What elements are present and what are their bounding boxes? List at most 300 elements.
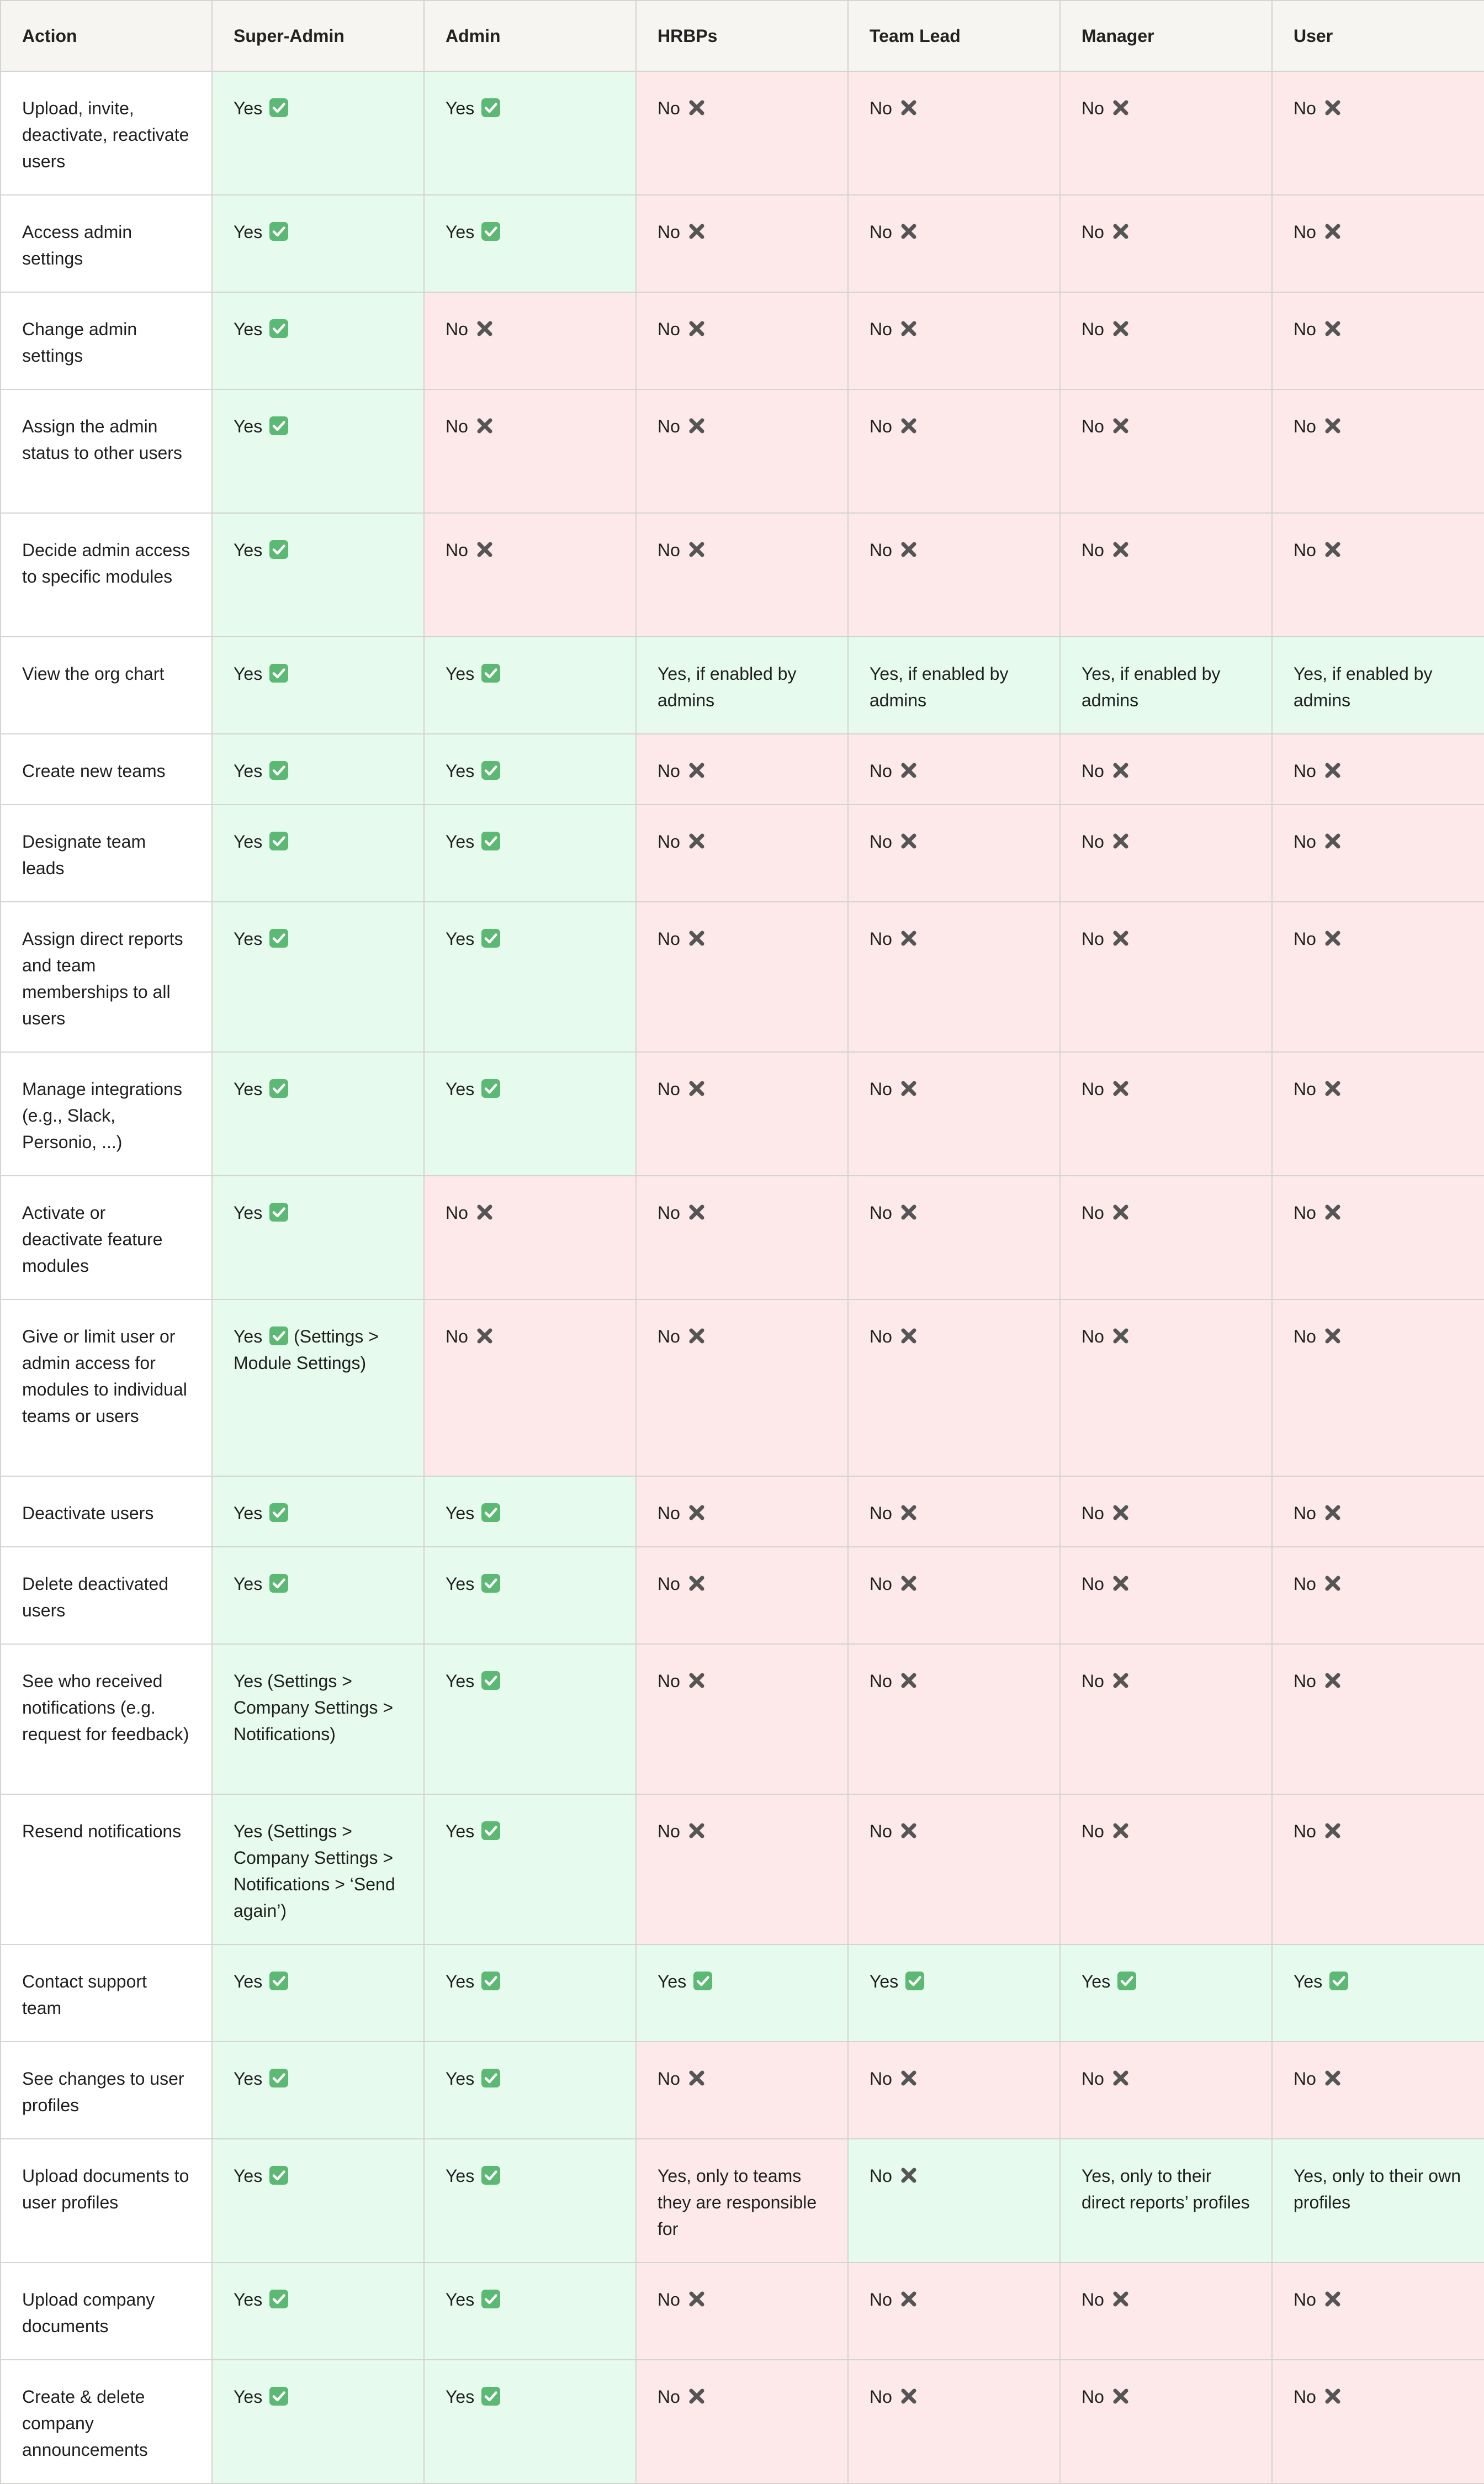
cross-mark-icon [687,221,707,241]
permission-text: No [658,1326,680,1346]
permission-cell-super-admin [212,734,424,805]
permission-text: No [870,2387,892,2407]
permission-text: No [1294,1079,1316,1099]
permission-text: Yes [234,319,263,339]
cross-mark-icon [899,760,919,780]
check-mark-icon [481,663,501,683]
permission-cell-admin [424,1476,636,1547]
permission-text: Yes [234,2290,263,2309]
check-mark-icon [481,1503,501,1523]
permission-text: No [658,1079,680,1099]
permission-cell-manager [1060,2042,1272,2139]
action-cell: Give or limit user or admin access for modules to individual teams or users [1,1299,212,1476]
permission-cell-admin [424,389,636,513]
table-row [1,2263,1484,2360]
permission-text: No [1082,319,1104,339]
action-cell: Create new teams [1,734,212,805]
permission-cell-super-admin [212,2042,424,2139]
permission-text: Yes [446,832,475,852]
cross-mark-icon [899,928,919,948]
permission-cell-user [1272,1794,1484,1944]
check-mark-icon [481,1079,501,1098]
permission-cell-super-admin [212,1794,424,1944]
permission-cell-admin [424,2360,636,2483]
permission-text: Yes, if enabled by admins [1082,664,1221,710]
cross-mark-icon [687,831,707,851]
permission-cell-user [1272,2263,1484,2360]
check-mark-icon [269,1326,289,1346]
permission-cell-admin [424,1944,636,2042]
permission-text: No [1294,2069,1316,2089]
permission-text: No [658,929,680,949]
permission-cell-hrbps [636,71,848,195]
permission-text: No [870,98,892,118]
cross-mark-icon [475,1202,495,1222]
action-cell: Upload documents to user profiles [1,2139,212,2263]
permission-cell-manager [1060,1547,1272,1644]
cross-mark-icon [1323,760,1343,780]
cross-mark-icon [1323,540,1343,559]
permission-text: No [870,416,892,436]
table-row [1,1052,1484,1176]
action-cell: See changes to user profiles [1,2042,212,2139]
permission-cell-hrbps [636,389,848,513]
permission-text: Yes [446,1503,475,1523]
action-cell: Designate team leads [1,805,212,902]
permission-cell-team-lead [848,1052,1060,1176]
permission-cell-manager [1060,805,1272,902]
table-body [1,71,1484,2483]
permission-text: No [658,761,680,781]
check-mark-icon [481,2289,501,2309]
permission-text: No [870,2069,892,2089]
cross-mark-icon [899,831,919,851]
table-row [1,734,1484,805]
permission-cell-admin [424,2042,636,2139]
permission-cell-hrbps [636,2139,848,2263]
cross-mark-icon [899,2068,919,2088]
permission-text: No [1294,540,1316,560]
permission-text: No [658,416,680,436]
permission-cell-manager [1060,2139,1272,2263]
check-mark-icon [481,1573,501,1593]
permission-cell-manager [1060,734,1272,805]
permission-text: Yes [234,2166,263,2186]
table-row [1,1299,1484,1476]
table-row [1,2360,1484,2483]
table-row [1,902,1484,1052]
cross-mark-icon [1323,1503,1343,1523]
permission-text: No [870,1671,892,1691]
permission-cell-hrbps [636,1476,848,1547]
check-mark-icon [269,1079,289,1098]
permission-cell-admin [424,1176,636,1299]
permission-text: No [1082,929,1104,949]
permission-text: No [1294,1574,1316,1594]
permission-text: No [446,540,468,560]
permission-text: No [446,319,468,339]
permission-text: No [1082,2069,1104,2089]
cross-mark-icon [1323,2068,1343,2088]
cross-mark-icon [1323,1079,1343,1098]
cross-mark-icon [899,1821,919,1841]
permission-text: Yes (Settings > Company Settings > Notifications > ‘Send again’) [234,1821,395,1921]
permission-cell-super-admin [212,1052,424,1176]
action-cell: Access admin settings [1,195,212,292]
permission-cell-super-admin [212,637,424,734]
permission-cell-hrbps [636,292,848,389]
header-row [1,1,1484,71]
permission-cell-admin [424,2139,636,2263]
table-row [1,637,1484,734]
check-mark-icon [269,928,289,948]
permission-text: No [658,1821,680,1841]
permission-cell-team-lead [848,902,1060,1052]
permission-cell-team-lead [848,292,1060,389]
permission-cell-hrbps [636,637,848,734]
permission-text: No [446,416,468,436]
cross-mark-icon [687,1503,707,1523]
permission-text: Yes [234,1326,263,1346]
permission-text: Yes [234,540,263,560]
permission-cell-hrbps [636,734,848,805]
cross-mark-icon [687,760,707,780]
check-mark-icon [269,2289,289,2309]
check-mark-icon [269,2165,289,2185]
permission-cell-manager [1060,637,1272,734]
permission-cell-team-lead [848,2139,1060,2263]
permission-cell-super-admin [212,1547,424,1644]
permission-text: No [1294,1671,1316,1691]
check-mark-icon [905,1971,925,1991]
permission-cell-user [1272,1644,1484,1794]
permission-cell-hrbps [636,513,848,637]
permission-text: No [870,222,892,242]
check-mark-icon [481,98,501,118]
cross-mark-icon [1323,1821,1343,1841]
action-cell: Contact support team [1,1944,212,2042]
permission-cell-team-lead [848,2360,1060,2483]
cross-mark-icon [899,1079,919,1098]
permission-text: No [658,1203,680,1223]
check-mark-icon [269,540,289,559]
permission-cell-super-admin [212,805,424,902]
permission-cell-admin [424,734,636,805]
permission-text: Yes, only to their direct reports’ profiles [1082,2166,1250,2212]
check-mark-icon [481,2386,501,2406]
permission-text: Yes [446,1079,475,1099]
table-row [1,71,1484,195]
permission-text: No [1294,98,1316,118]
permission-text: Yes, if enabled by admins [1294,664,1433,710]
permission-cell-team-lead [848,1944,1060,2042]
table-row [1,1176,1484,1299]
permission-cell-team-lead [848,637,1060,734]
action-cell: Upload company documents [1,2263,212,2360]
permission-cell-hrbps [636,2042,848,2139]
cross-mark-icon [899,1671,919,1690]
table-row [1,2139,1484,2263]
permission-cell-team-lead [848,195,1060,292]
permission-cell-hrbps [636,2263,848,2360]
permission-cell-admin [424,637,636,734]
permission-text: Yes [446,2387,475,2407]
permission-text: No [658,222,680,242]
permission-cell-manager [1060,1644,1272,1794]
action-cell: Deactivate users [1,1476,212,1547]
check-mark-icon [481,1971,501,1991]
permission-cell-user [1272,637,1484,734]
cross-mark-icon [1111,1326,1131,1346]
permission-text: Yes (Settings > Company Settings > Notifications) [234,1671,394,1744]
table-row [1,195,1484,292]
permission-cell-manager [1060,195,1272,292]
permission-text: No [1082,416,1104,436]
permission-text: No [1082,2387,1104,2407]
permission-cell-hrbps [636,1176,848,1299]
permission-cell-admin [424,292,636,389]
cross-mark-icon [1323,2386,1343,2406]
permission-text: No [1294,929,1316,949]
permission-text: Yes [1082,1972,1111,1991]
permission-text: Yes [446,98,475,118]
permission-text: Yes [234,2069,263,2089]
permission-text: No [870,319,892,339]
check-mark-icon [481,221,501,241]
permission-cell-hrbps [636,1299,848,1476]
permission-cell-team-lead [848,71,1060,195]
permission-text: Yes, if enabled by admins [870,664,1009,710]
cross-mark-icon [1111,2068,1131,2088]
permission-cell-admin [424,513,636,637]
permission-text: Yes, only to their own profiles [1294,2166,1461,2212]
permission-text: No [658,832,680,852]
permission-cell-user [1272,195,1484,292]
permission-cell-user [1272,1052,1484,1176]
cross-mark-icon [475,416,495,436]
action-cell: Delete deactivated users [1,1547,212,1644]
permission-cell-manager [1060,1299,1272,1476]
cross-mark-icon [899,1326,919,1346]
permission-text: No [1082,1326,1104,1346]
cross-mark-icon [899,221,919,241]
permission-cell-manager [1060,513,1272,637]
permission-cell-manager [1060,292,1272,389]
cross-mark-icon [899,1573,919,1593]
check-mark-icon [269,221,289,241]
permission-cell-hrbps [636,1547,848,1644]
permission-text: No [1082,1574,1104,1594]
cross-mark-icon [687,1326,707,1346]
check-mark-icon [481,928,501,948]
cross-mark-icon [475,1326,495,1346]
action-cell: Decide admin access to specific modules [1,513,212,637]
cross-mark-icon [687,2289,707,2309]
permission-cell-user [1272,2042,1484,2139]
permission-text: Yes [234,1503,263,1523]
cross-mark-icon [1323,98,1343,118]
check-mark-icon [481,760,501,780]
check-mark-icon [269,1573,289,1593]
permission-text: Yes [234,1972,263,1991]
permission-cell-user [1272,1547,1484,1644]
permission-cell-user [1272,1299,1484,1476]
permission-cell-admin [424,2263,636,2360]
permission-cell-super-admin [212,2360,424,2483]
cross-mark-icon [899,1503,919,1523]
permission-text: No [446,1326,468,1346]
cross-mark-icon [899,540,919,559]
permission-text: Yes [234,1574,263,1594]
permission-cell-team-lead [848,1299,1060,1476]
column-header-admin: Admin [424,1,636,71]
permission-text: Yes [234,2387,263,2407]
check-mark-icon [269,319,289,339]
action-cell: Upload, invite, deactivate, reactivate users [1,71,212,195]
permission-text: Yes [446,222,475,242]
check-mark-icon [269,831,289,851]
cross-mark-icon [899,416,919,436]
permission-text: No [1294,319,1316,339]
table-row [1,1794,1484,1944]
permission-text: No [870,832,892,852]
permission-text: No [870,1503,892,1523]
permission-text: No [658,2387,680,2407]
cross-mark-icon [687,1202,707,1222]
permission-text: Yes [446,2166,475,2186]
permission-cell-manager [1060,1176,1272,1299]
cross-mark-icon [1323,416,1343,436]
action-cell: Assign direct reports and team memberships to all users [1,902,212,1052]
permission-text: Yes, if enabled by admins [658,664,797,710]
permission-cell-super-admin [212,71,424,195]
permission-cell-user [1272,734,1484,805]
cross-mark-icon [899,319,919,339]
permission-cell-super-admin [212,1299,424,1476]
permission-cell-team-lead [848,1644,1060,1794]
permission-cell-hrbps [636,902,848,1052]
permission-cell-user [1272,2139,1484,2263]
action-cell: View the org chart [1,637,212,734]
permission-text: No [1294,761,1316,781]
permission-text: No [1294,2387,1316,2407]
cross-mark-icon [687,928,707,948]
permission-text: Yes [446,1574,475,1594]
permission-cell-team-lead [848,389,1060,513]
permission-text: No [870,540,892,560]
permission-cell-user [1272,805,1484,902]
permission-text: No [870,1203,892,1223]
permission-text: No [1082,832,1104,852]
permission-text: No [1082,540,1104,560]
permission-text: Yes [234,761,263,781]
permission-text: No [1082,761,1104,781]
action-cell: Activate or deactivate feature modules [1,1176,212,1299]
permission-text: No [1294,2290,1316,2309]
permission-text: No [870,1574,892,1594]
permission-cell-super-admin [212,195,424,292]
cross-mark-icon [1323,1671,1343,1690]
permission-cell-user [1272,292,1484,389]
cross-mark-icon [1323,831,1343,851]
permission-text: No [1294,1203,1316,1223]
check-mark-icon [693,1971,713,1991]
permission-cell-manager [1060,71,1272,195]
permission-cell-user [1272,1476,1484,1547]
check-mark-icon [269,416,289,436]
cross-mark-icon [1111,1671,1131,1690]
permission-cell-admin [424,71,636,195]
cross-mark-icon [1323,221,1343,241]
permission-text: Yes [234,832,263,852]
permission-cell-admin [424,1299,636,1476]
table-row [1,1944,1484,2042]
permission-text: No [870,1326,892,1346]
check-mark-icon [481,2165,501,2185]
cross-mark-icon [687,2068,707,2088]
permission-cell-manager [1060,2263,1272,2360]
check-mark-icon [481,1821,501,1841]
permission-cell-team-lead [848,513,1060,637]
permission-text: No [1082,98,1104,118]
permission-text: No [1294,416,1316,436]
table-header [1,1,1484,71]
cross-mark-icon [687,1573,707,1593]
permission-text: No [1082,2290,1104,2309]
cross-mark-icon [1111,2386,1131,2406]
permission-cell-hrbps [636,805,848,902]
permission-cell-super-admin [212,292,424,389]
permission-cell-hrbps [636,1644,848,1794]
cross-mark-icon [687,98,707,118]
permission-cell-super-admin [212,1476,424,1547]
permission-text: No [1082,1079,1104,1099]
permission-text: No [446,1203,468,1223]
permission-text: No [870,761,892,781]
permission-text: Yes [234,98,263,118]
cross-mark-icon [1323,1202,1343,1222]
column-header-super-admin: Super-Admin [212,1,424,71]
permission-text: Yes [446,2290,475,2309]
action-cell: Assign the admin status to other users [1,389,212,513]
permission-cell-user [1272,2360,1484,2483]
permission-cell-team-lead [848,1176,1060,1299]
check-mark-icon [269,1503,289,1523]
cross-mark-icon [899,1202,919,1222]
permission-cell-admin [424,1794,636,1944]
table-row [1,1644,1484,1794]
cross-mark-icon [1111,1821,1131,1841]
cross-mark-icon [475,540,495,559]
permission-text: Yes [234,222,263,242]
permission-cell-super-admin [212,389,424,513]
check-mark-icon [269,760,289,780]
permission-text: No [1294,1821,1316,1841]
table-row [1,805,1484,902]
permission-cell-admin [424,805,636,902]
table-row [1,1547,1484,1644]
cross-mark-icon [1323,1573,1343,1593]
permission-cell-admin [424,1644,636,1794]
permission-text: Yes [446,1972,475,1991]
permission-cell-manager [1060,2360,1272,2483]
action-cell: Create & delete company announcements [1,2360,212,2483]
permission-cell-super-admin [212,513,424,637]
cross-mark-icon [899,2289,919,2309]
permission-text: No [1082,1821,1104,1841]
permission-cell-super-admin [212,1944,424,2042]
permission-text: Yes [658,1972,687,1991]
